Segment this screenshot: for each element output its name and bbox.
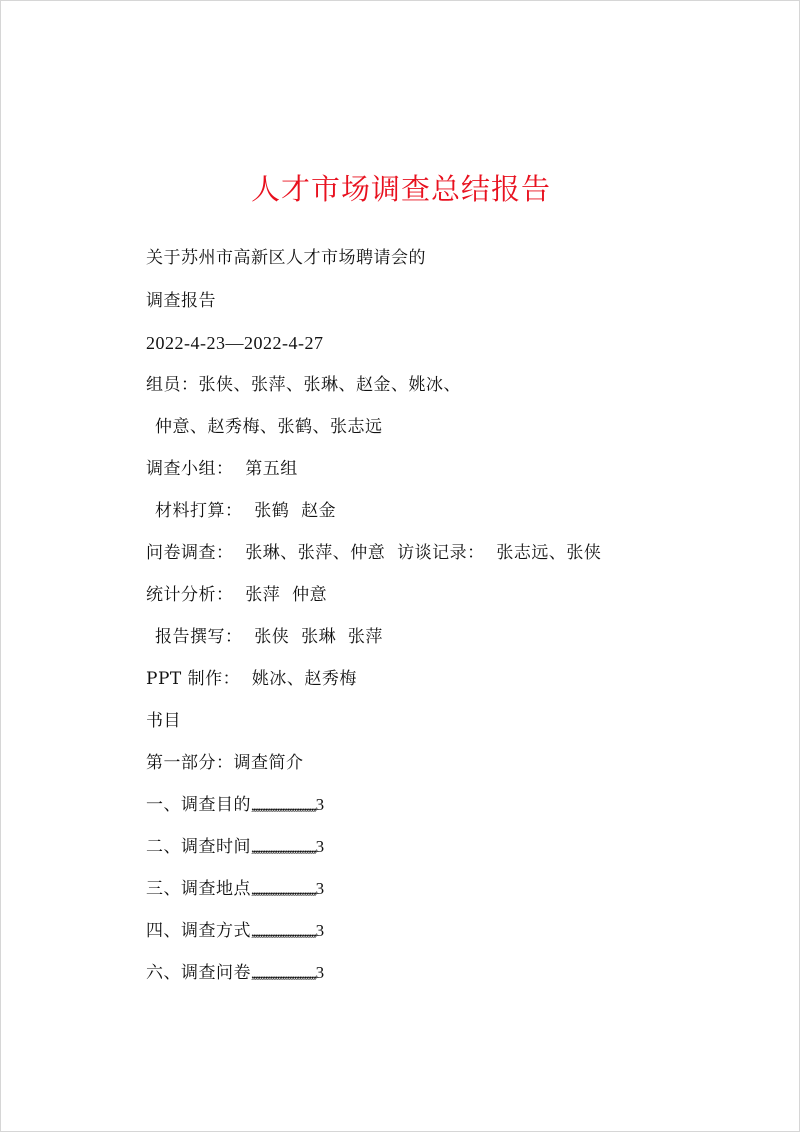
toc-entry <box>146 961 325 987</box>
survey-group: 调查小组： 第五组 <box>146 459 298 479</box>
toc-entry <box>146 919 325 945</box>
toc-entry <box>146 835 325 861</box>
toc-leader: ,,,,,,,,,,,,,,,,,,,,,,,,,,,,,,,,,,,,,, <box>251 967 316 982</box>
toc-leader: ,,,,,,,,,,,,,,,,,,,,,,,,,,,,,,,,,,,,,, <box>251 799 316 814</box>
toc-page: 3 <box>315 963 325 982</box>
date-range: 2022-4-23—2022-4-27 <box>146 333 324 353</box>
statistical-analysis: 统计分析： 张萍 仲意 <box>146 585 328 605</box>
toc-label: 三、调查地点 <box>146 879 251 899</box>
ppt-production: PPT 制作： 姚冰、赵秀梅 <box>146 669 357 689</box>
report-subtitle: 调查报告 <box>146 291 216 311</box>
contents-heading: 书目 <box>146 711 181 731</box>
questionnaire-interview: 问卷调查： 张琳、张萍、仲意 访谈记录： 张志远、张侠 <box>146 543 602 563</box>
toc-page: 3 <box>315 921 325 940</box>
toc-page: 3 <box>315 795 325 814</box>
intro-line: 关于苏州市高新区人才市场聘请会的 <box>146 248 426 268</box>
document-title: 人才市场调查总结报告 <box>250 172 551 206</box>
toc-entry <box>146 877 325 903</box>
members-line-1: 组员：张侠、张萍、张琳、赵金、姚冰、 <box>146 375 461 395</box>
toc-label: 四、调查方式 <box>146 921 251 941</box>
toc-label: 一、调查目的 <box>146 795 251 815</box>
toc-page: 3 <box>315 879 325 898</box>
toc-label: 六、调查问卷 <box>146 963 251 983</box>
toc-page: 3 <box>315 837 325 856</box>
toc-leader: ,,,,,,,,,,,,,,,,,,,,,,,,,,,,,,,,,,,,,, <box>251 925 316 940</box>
toc-leader: ,,,,,,,,,,,,,,,,,,,,,,,,,,,,,,,,,,,,,, <box>251 841 316 856</box>
toc-label: 二、调查时间 <box>146 837 251 857</box>
materials-prep: 材料打算： 张鹤 赵金 <box>155 501 337 521</box>
members-line-2: 仲意、赵秀梅、张鹤、张志远 <box>155 417 383 437</box>
toc-entry <box>146 793 325 819</box>
part-one-heading: 第一部分：调查简介 <box>146 753 304 773</box>
toc-leader: ,,,,,,,,,,,,,,,,,,,,,,,,,,,,,,,,,,,,,, <box>251 883 316 898</box>
report-writing: 报告撰写： 张侠 张琳 张萍 <box>155 627 383 647</box>
